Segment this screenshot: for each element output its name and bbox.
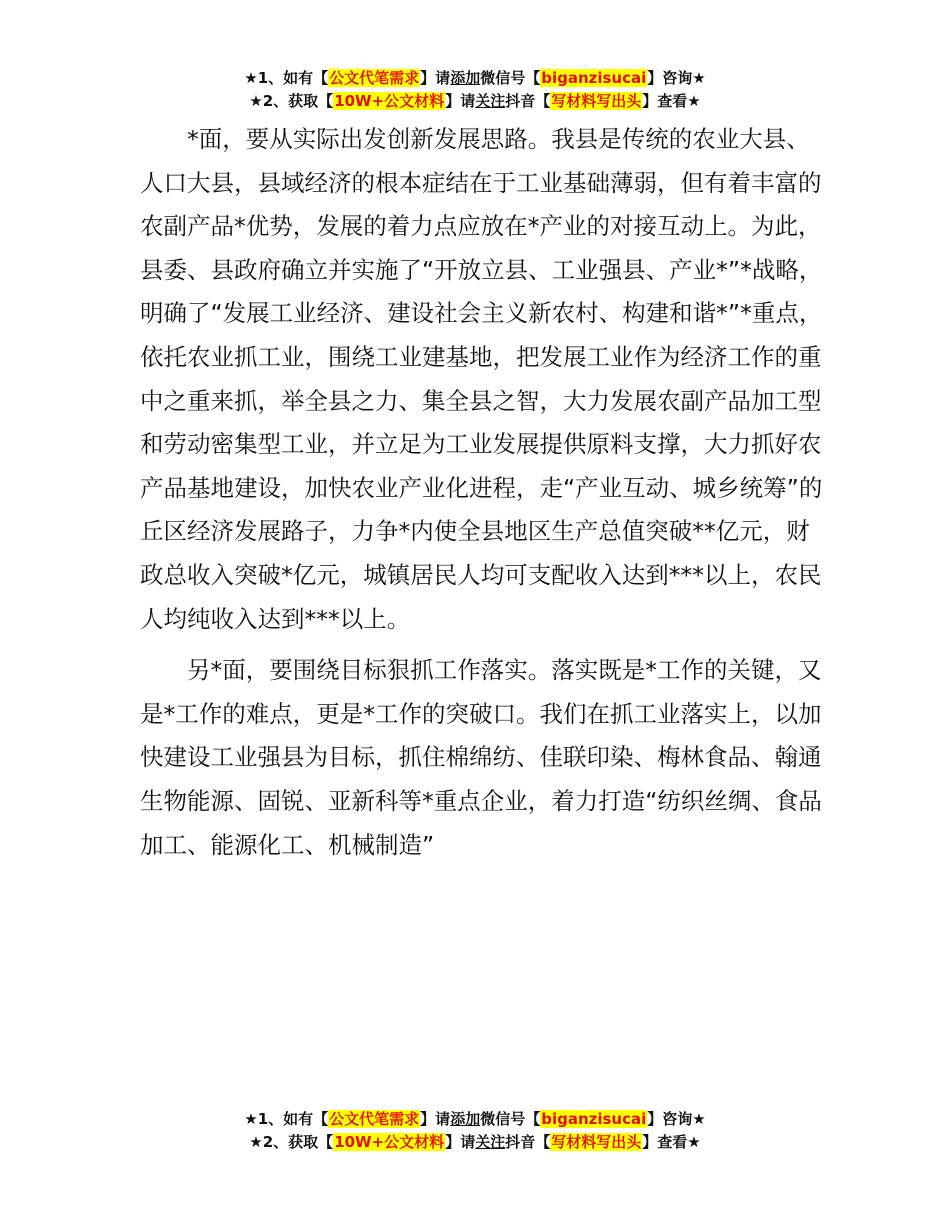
footer-line-1-highlight-wechat: biganzisucai <box>541 1110 647 1128</box>
footer-line-1-underlined: 添加 <box>450 1110 481 1128</box>
header-line-1-underlined: 添加 <box>450 69 481 87</box>
document-body <box>140 118 830 867</box>
header-line-1-mid: 】请 <box>420 69 451 87</box>
footer-line-2-highlight-douyin: 写材料写出头 <box>551 1133 642 1151</box>
footer-line-2-mid: 】请 <box>445 1133 476 1151</box>
body-paragraph-2: 另*面，要围绕目标狠抓工作落实。落实既是*工作的关键，又是*工作的难点，更是*工作的突破口。我们在抓工业落实上，以加快建设工业强县为目标，抓住棉绵纺、佳联印染、梅林食品、翰通生物能源、固锐、亚新科等*重点企业，着力打造“纺织丝绸、食品加工、能源化工、机械制造” <box>140 656 822 859</box>
header-line-2-prefix: ★2、获取【 <box>249 92 334 110</box>
footer-line-2 <box>0 1131 950 1154</box>
header-line-2-highlight-douyin: 写材料写出头 <box>551 92 642 110</box>
footer-line-1-mid-2: 微信号【 <box>480 1110 541 1128</box>
header-line-1-highlight-wechat: biganzisucai <box>541 69 647 87</box>
footer-line-2-suffix: 】查看★ <box>642 1133 701 1151</box>
header-line-2-mid-2: 抖音【 <box>505 92 551 110</box>
footer-line-2-highlight-materials: 10W+公文材料 <box>334 1133 445 1151</box>
header-line-1-highlight-service: 公文代笔需求 <box>329 69 420 87</box>
header-line-1-prefix: ★1、如有【 <box>244 69 329 87</box>
footer-line-2-mid-2: 抖音【 <box>505 1133 551 1151</box>
footer-line-1-suffix: 】咨询★ <box>647 1110 706 1128</box>
body-paragraph-1: *面，要从实际出发创新发展思路。我县是传统的农业大县、人口大县，县域经济的根本症结在于工业基础薄弱，但有着丰富的农副产品*优势，发展的着力点应放在*产业的对接互动上。为此，县委、县政府确立并实施了“开放立县、工业强县、产业*”*战略，明确了“发展工业经济、建设社会主义新农村、构建和谐*”*重点，依托农业抓工业，围绕工业建基地，把发展工业作为经济工作的重中之重来抓，举全县之力、集全县之智，大力发展农副产品加工型和劳动密集型工业，并立足为工业发展提供原料支撑，大力抓好农产品基地建设，加快农业产业化进程，走“产业互动、城乡统筹”的丘区经济发展路子，力争*内使全县地区生产总值突破**亿元，财政总收入突破*亿元，城镇居民人均可支配收入达到***以上，农民人均纯收入达到***以上。 <box>140 125 823 633</box>
header-line-2-suffix: 】查看★ <box>642 92 701 110</box>
footer-line-1-prefix: ★1、如有【 <box>244 1110 329 1128</box>
footer-line-1-mid: 】请 <box>420 1110 451 1128</box>
header-line-1 <box>0 67 950 90</box>
header-line-2-underlined: 关注 <box>475 92 506 110</box>
footer-line-2-underlined: 关注 <box>475 1133 506 1151</box>
header-line-1-mid-2: 微信号【 <box>480 69 541 87</box>
footer-line-1-highlight-service: 公文代笔需求 <box>329 1110 420 1128</box>
footer-banner <box>0 1108 950 1154</box>
header-line-2-mid: 】请 <box>445 92 476 110</box>
header-banner <box>0 67 950 113</box>
header-line-2 <box>0 90 950 113</box>
footer-line-1 <box>0 1108 950 1131</box>
footer-line-2-prefix: ★2、获取【 <box>249 1133 334 1151</box>
header-line-1-suffix: 】咨询★ <box>647 69 706 87</box>
header-line-2-highlight-materials: 10W+公文材料 <box>334 92 445 110</box>
